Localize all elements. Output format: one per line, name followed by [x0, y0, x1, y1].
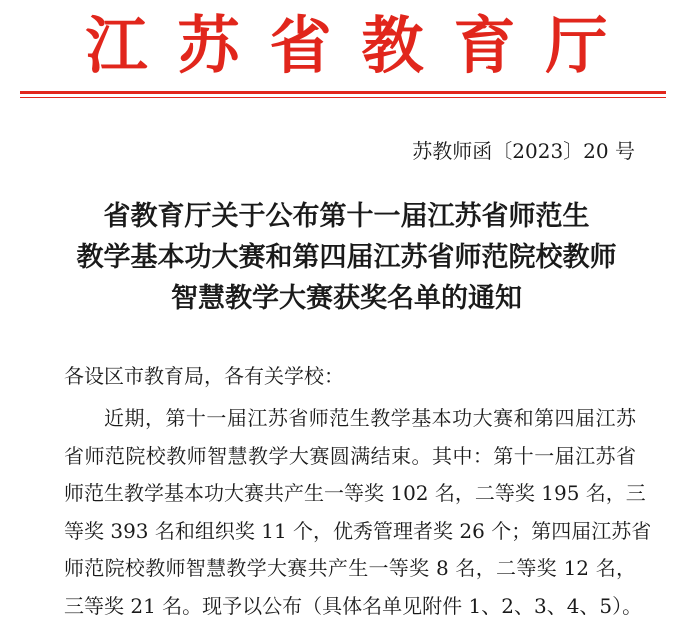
- body-line: 三等奖 21 名。现予以公布（具体名单见附件 1、2、3、4、5）。: [64, 593, 643, 618]
- salutation: 各设区市教育局，各有关学校：: [64, 364, 344, 388]
- body-line: 省师范院校教师智慧教学大赛圆满结束。其中：第十一届江苏省: [64, 443, 636, 468]
- body-line: 等奖 393 名和组织奖 11 个，优秀管理者奖 26 个；第四届江苏省: [64, 518, 652, 543]
- body-paragraph: [64, 400, 652, 626]
- agency-masthead: 江苏省教育厅: [85, 9, 638, 82]
- title-line: 省教育厅关于公布第十一届江苏省师范生: [103, 201, 590, 232]
- body-line: 师范院校教师智慧教学大赛共产生一等奖 8 名，二等奖 12 名，: [64, 556, 636, 581]
- document-number: 苏教师函〔2023〕20 号: [412, 139, 635, 163]
- title-line: 教学基本功大赛和第四届江苏省师范院校教师: [76, 242, 617, 273]
- document-title: [0, 196, 693, 319]
- body-line: 近期，第十一届江苏省师范生教学基本功大赛和第四届江苏: [104, 406, 636, 430]
- masthead-red-thin-rule: [20, 97, 666, 98]
- title-line: 智慧教学大赛获奖名单的通知: [171, 283, 522, 314]
- masthead-red-rule: [20, 91, 666, 94]
- body-line: 师范生教学基本功大赛共产生一等奖 102 名，二等奖 195 名，三: [64, 481, 646, 506]
